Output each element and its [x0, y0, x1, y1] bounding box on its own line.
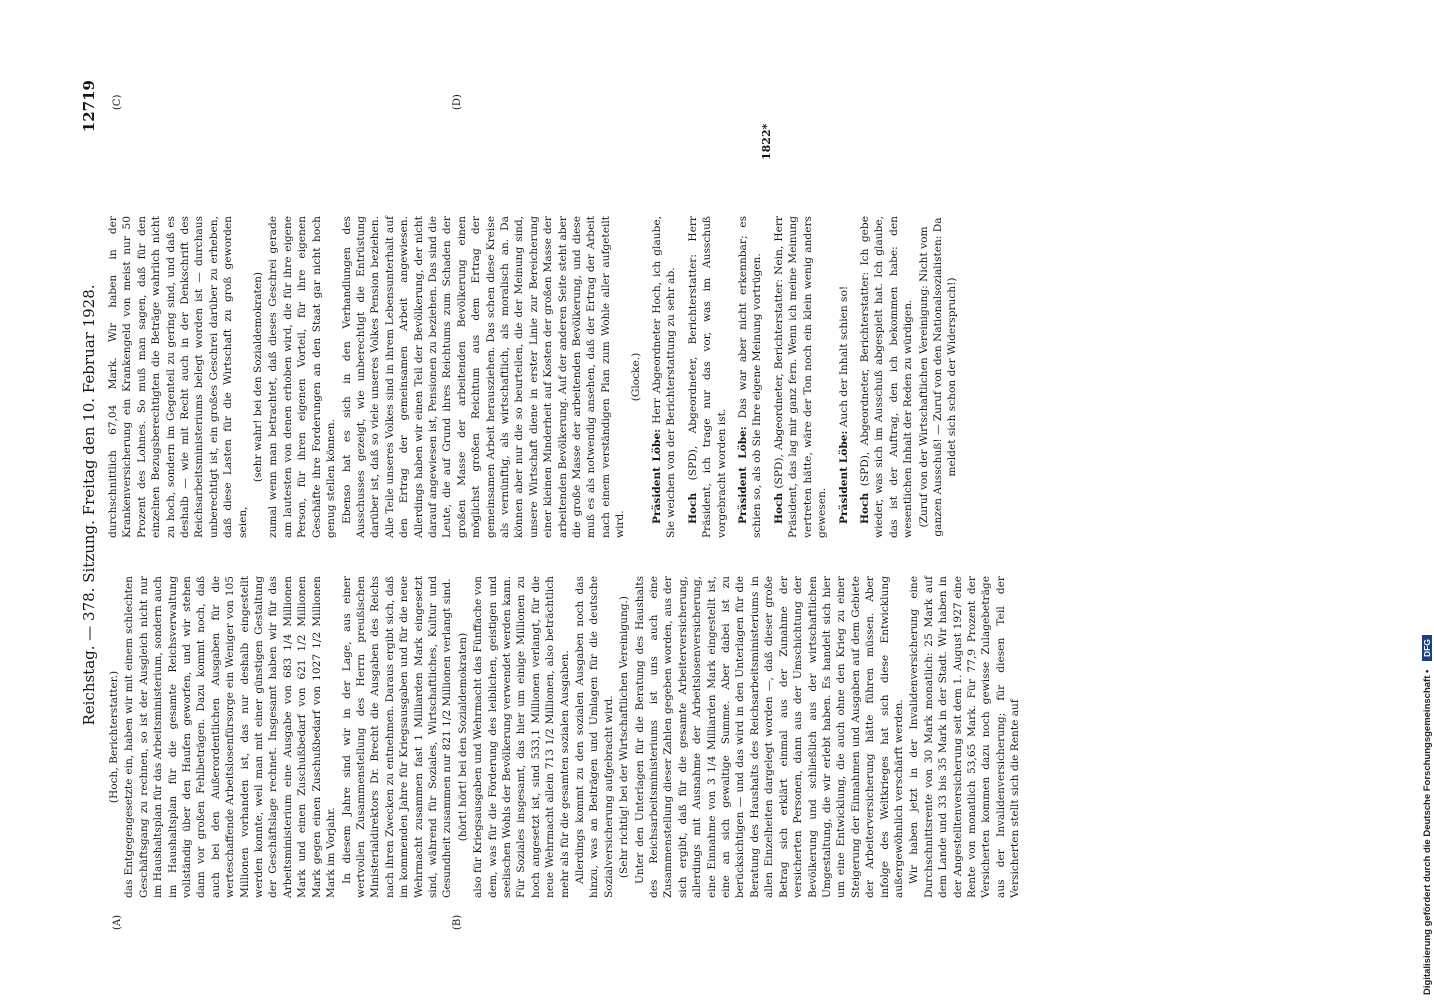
paragraph	[573, 576, 616, 898]
page-footer-code: 1822*	[760, 123, 773, 160]
paragraph-text: (sehr wahr! bei den Sozialdemokraten)	[252, 271, 265, 483]
paragraph-text: (SPD), Abgeordneter, Berichterstatter: Ich gebe wieder, was sich im Ausschuß abgespielt hat. Ich glaube, das ist der Auftrag, den ich bekommen habe: den wesentlichen Inhalt der Reden zu würdigen.	[858, 216, 915, 538]
margin-marker-c: (C)	[112, 94, 123, 110]
interjection	[917, 216, 960, 538]
page-header	[80, 80, 106, 930]
credit-text: Digitalisierung gefördert durch die Deutsche Forschungsgemeinschaft •	[1422, 669, 1433, 995]
paragraph-text: (Glocke.)	[629, 352, 642, 402]
margin-marker-a: (A)	[112, 914, 123, 930]
paragraph-text: (Hoch, Berichterstatter.)	[108, 670, 120, 804]
paragraph-text: Allerdings kommt zu den sozialen Ausgaben noch das hinzu, was an Beiträgen und Umlagen für die deutsche Sozialversicherung aufgebracht wird.	[574, 576, 615, 898]
margin-marker-b: (B)	[452, 914, 463, 930]
paragraph-text: das Entgegengesetzte ein, haben wir mit einem schlechten Geschäftsgang zu rechnen, so ist der Ausgleich nicht nur im Haushaltsplan für das Arbeitsministerium, sondern auch im Haushaltsplan für die gesamte Reichsverwaltung vollständig über den Haufen geworfen, und wir stehen dann vor großen Fehlbeträgen. Dazu kommt noch, daß auch bei den Außerordentlichen Ausgaben für die werteschaffende Arbeitslosenfürsorge ein Weniger von 105 Millionen vorhanden ist, das nur deshalb eingestellt werden konnte, weil man mit einer günstigen Gestaltung der Geschäftslage rechnet. Insgesamt haben wir für das Arbeitsministerium eine Ausgabe von 683 1/4 Millionen Mark und einen Zuschußbedarf von 621 1/2 Millionen Mark gegen einen Zuschußbedarf von 1027 1/2 Millionen Mark im Vorjahr.	[123, 576, 338, 898]
speaker-name: Präsident Löbe:	[737, 426, 750, 524]
paragraph-text: Auch der Inhalt schien so!	[837, 285, 850, 428]
paragraph-text: Ebenso hat es sich in den Verhandlungen des Ausschusses gezeigt, wie unberechtigt die Entrüstung darüber ist, daß so viele unseres Volkes Pension beziehen. Alle Teile unseres Volkes sind in ihrem Lebensunterhalt auf den Ertrag der gemeinsamen Arbeit angewiesen. Allerdings haben wir einen Teil der Bevölkerung, der nicht darauf angewiesen ist, Pensionen zu beziehen. Das sind die Leute, die auf Grund ihres Reichtums zum Schaden der großen Masse der arbeitenden Bevölkerung einen möglichst großen Reichtum aus dem Ertrag der gemeinsamen Arbeit herausziehen. Das schen diese Kreise als vernünftig, als wirtschaftlich, als moralisch an. Da können aber nur die so beurteilen, die der Meinung sind, unsere Wirtschaft diene in erster Linie zur Bereicherung einer kleinen Minderheit auf Kosten der großen Masse der arbeitenden Bevölkerung. Auf der anderen Seite steht aber die große Masse der arbeitenden Bevölkerung, und diese muß es als notwendig ansehen, daß der Ertrag der Arbeit nach einem verständigen Plan zum Wohle aller aufgeteilt wird.	[340, 216, 627, 538]
speaker-paragraph	[650, 216, 679, 538]
rotated-page	[80, 80, 1022, 930]
interjection	[617, 576, 631, 898]
paragraph-text: Das war aber nicht erkennbar; es schien so, als ob Sie Ihre eigene Meinung vortrügen.	[737, 215, 764, 538]
speaker-name: Präsident Löbe:	[651, 428, 664, 524]
paragraph-text: In diesem Jahre sind wir in der Lage, aus einer wertvollen Zusammenstellung des Herrn preußischen Ministerialdirektors Dr. Brecht die Ausgaben des Reichs nach ihren Zwecken zu entnehmen. Daraus ergibt sich, daß im kommenden Jahre für Kriegsausgaben und für die neue Wehrmacht zusammen fast 1 Milliarden Mark eingesetzt sind, während für Soziales, Wirtschaftliches, Kultur und Gesundheit zusammen nur 821 1/2 Millionen verlangt sind.	[340, 576, 454, 898]
dfg-logo-badge: DFG	[1422, 635, 1432, 661]
paragraph	[106, 216, 250, 538]
page-number: 12719	[80, 80, 98, 133]
speaker-paragraph	[772, 216, 830, 538]
paragraph-text: Herr Abgeordneter Hoch, ich glaube, Sie weichen von der Berichterstattung zu sehr ab.	[651, 215, 678, 538]
paragraph-text: (Zuruf von der Wirtschaftlichen Vereinigung: Nicht vom ganzen Ausschuß! — Zuruf von den Nationalsozialisten: Da meldet sich schon der Widerspruch!)	[917, 217, 959, 537]
interjection	[251, 216, 265, 538]
paragraph	[907, 576, 1022, 898]
margin-marker-d: (D)	[452, 94, 463, 110]
paragraph	[471, 576, 572, 898]
paragraph-text: Wir haben jetzt in der Invalidenversicherung eine Durchschnittsrente von 30 Mark monatlich: 25 Mark auf dem Lande und 33 bis 35 Mark in der Stadt. Wir haben in der Angestelltenversicherung seit dem 1. August 1927 eine Rente von monatlich 53,65 Mark. Für 77,9 Prozent der Versicherten kommen dazu noch gewisse Zulagebeträge aus der Invalidenversicherung; für diesen Teil der Versicherten stellt sich die Rente auf	[908, 576, 1022, 898]
text-column-left	[106, 576, 1022, 898]
paragraph-text: (SPD), Abgeordneter, Berichterstatter: Nein, Herr Präsident, das lag mir ganz fern. Wenn ich meine Meinung vertreten hätte, wäre der Ton noch ein klein wenig anders gewesen.	[772, 216, 829, 538]
speaker-paragraph	[686, 216, 729, 538]
paragraph	[340, 216, 628, 538]
interjection	[107, 576, 121, 898]
speaker-paragraph	[837, 216, 851, 538]
speaker-name: Hoch	[772, 492, 785, 524]
paragraph	[633, 576, 907, 898]
speaker-paragraph	[858, 216, 916, 538]
page-title: Reichstag. — 378. Sitzung. Freitag den 10. Februar 1928.	[80, 284, 98, 726]
paragraph-text: also für Kriegsausgaben und Wehrmacht das Fünffache von dem, was für die Förderung des leiblichen, geistigen und seelischen Wohls der Bevölkerung verwendet werden kann. Für Soziales insgesamt, das hier um einige Millionen zu hoch angesetzt ist, sind 533,1 Millionen verlangt, für die neue Wehrmacht allein 713 1/2 Millionen, also beträchtlich mehr als für die gesamten sozialen Ausgaben.	[472, 576, 571, 898]
speaker-name: Hoch	[858, 492, 871, 524]
paragraph-text: zumal wenn man betrachtet, daß dieses Geschrei gerade am lautesten von denen erhoben wird, die für ihre eigene Person, für ihren eigenen Vorteil, für ihre eigenen Geschäfte ihre Forderungen an den Staat gar nicht hoch genug stellen können.	[267, 216, 338, 538]
paragraph-text: Unter den Unterlagen für die Beratung des Haushalts des Reichsarbeitsministeriums ist uns auch eine Zusammenstellung dieser Zahlen gegeben worden, aus der sich ergibt, daß für die gesamte Arbeiterversicherung, allerdings mit Ausnahme der Arbeitslosenversicherung, eine Einnahme von 3 1/4 Milliarden Mark eingestellt ist, eine an sich gewaltige Summe. Aber dabei ist zu berücksichtigen — und das wird in den Unterlagen für die Beratung des Haushalts des Reichsarbeitsministeriums in allen Einzelheiten dargelegt worden —, daß dieser große Betrag sich erklärt einmal aus der Zunahme der versicherten Personen, dann aus der Umschichtung der Bevölkerung und schließlich aus der wirtschaftlichen Umgestaltung, die wir erlebt haben. Es handelt sich hier um eine Entwicklung, die auch ohne den Krieg zu einer Steigerung der Einnahmen und Ausgaben auf dem Gebiete der Arbeiterversicherung hätte führen müssen. Aber infolge des Weltkrieges hat sich diese Entwicklung außergewöhnlich verschärft werden.	[633, 576, 905, 898]
paragraph-text: (hört! hört! bei den Sozialdemokraten)	[456, 632, 469, 842]
speaker-paragraph	[736, 216, 765, 538]
text-column-right	[106, 215, 959, 538]
interjection	[456, 576, 470, 898]
paragraph	[266, 216, 338, 538]
paragraph	[340, 576, 455, 898]
paragraph	[122, 576, 338, 898]
interjection	[629, 216, 643, 538]
paragraph-text: durchschnittlich 67,04 Mark. Wir haben in der Krankenversicherung ein Krankengeld von meist nur 50 Prozent des Lohnes. So muß man sagen, daß für den einzelnen Bezugsberechtigten die Beträge wahrlich nicht zu hoch, sondern im Gegenteil zu gering sind, und daß es deshalb — wie mit Recht auch in der Denkschrift des Reichsarbeitsministeriums belegt worden ist — durchaus unberechtigt ist, ein großes Geschrei darüber zu erheben, daß diese Lasten für die Wirtschaft zu groß geworden seien,	[107, 216, 249, 538]
speaker-name: Präsident Löbe:	[837, 430, 850, 524]
paragraph-text: (Sehr richtig! bei der Wirtschaftlichen Vereinigung.)	[618, 595, 631, 879]
speaker-name: Hoch	[686, 492, 699, 524]
digitization-credit	[1422, 5, 1433, 995]
paragraph-text: (SPD), Abgeordneter, Berichterstatter: Herr Präsident, ich trage nur das vor, was im Ausschuß vorgebracht worden ist.	[686, 216, 728, 538]
